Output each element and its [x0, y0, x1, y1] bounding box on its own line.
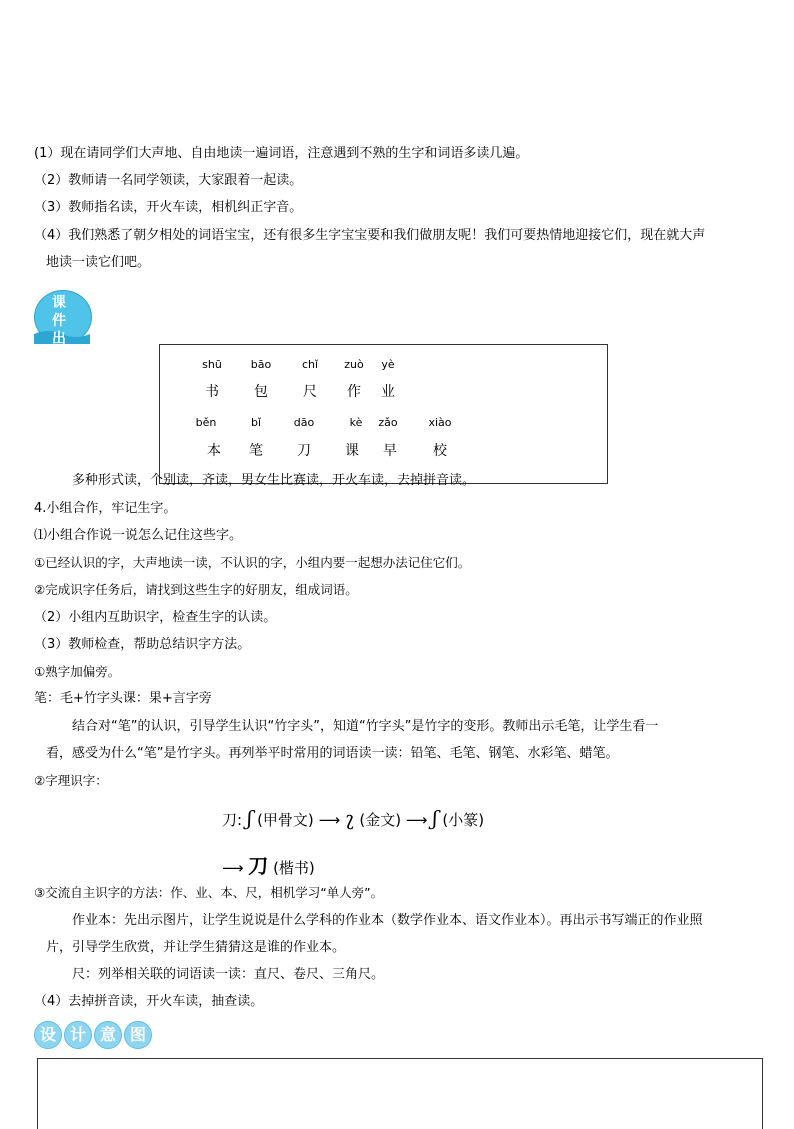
hanzi: 包 — [254, 384, 268, 400]
arrow-icon: ⟶ — [222, 859, 244, 877]
courseware-badge — [34, 290, 92, 365]
badge-text-bottom: 出示 — [52, 331, 74, 365]
evolution-char: 刀: — [222, 811, 243, 829]
hanzi: 校 — [433, 443, 447, 459]
hanzi: 课 — [345, 443, 359, 459]
step-4-text-b: 地读一读它们吧。 — [46, 255, 151, 270]
pinyin-box — [159, 344, 608, 484]
step-3-text: （3）教师指名读，开火车读，相机纠正字音。 — [34, 200, 303, 215]
pinyin: dāo — [293, 416, 315, 429]
step-1-text: (1）现在请同学们大声地、自由地读一遍词语，注意遇到不熟的生字和词语多读几遍。 — [34, 146, 529, 161]
section-4-3-text: （3）教师检查，帮助总结识字方法。 — [34, 637, 251, 652]
kaishu-glyph: 刀 — [248, 854, 269, 878]
kaishu-label: (楷书) — [273, 859, 315, 877]
method-1-text: ①熟字加偏旁。 — [34, 664, 121, 679]
section-4-2-text: （2）小组内互助识字，检查生字的认读。 — [34, 610, 277, 625]
seal-glyph: ʃ — [432, 806, 438, 830]
pinyin: zǎo — [378, 416, 398, 429]
pinyin: chǐ — [301, 358, 319, 371]
pinyin: yè — [381, 358, 395, 371]
method-3-text: ③交流自主识字的方法：作、业、本、尺，相机学习“单人旁”。 — [34, 885, 384, 900]
paragraph-2b: 片，引导学生欣赏，并让学生猜猜这是谁的作业本。 — [46, 940, 346, 955]
hanzi: 早 — [383, 443, 397, 459]
hanzi: 书 — [205, 384, 219, 400]
arrow-icon: ⟶ — [318, 811, 341, 829]
step-4-text-a: （4）我们熟悉了朝夕相处的词语宝宝，还有很多生字宝宝要和我们做朋友呢！我们可要热情地迎接它们，现在就大声 — [34, 228, 706, 243]
pinyin: xiào — [428, 416, 452, 429]
paragraph-2a: 作业本：先出示图片，让学生说说是什么学科的作业本（数学作业本、语文作业本）。再出示书写端正的作业照 — [72, 913, 703, 928]
paragraph-3: 尺：列举相关联的词语读一读：直尺、卷尺、三角尺。 — [72, 967, 385, 982]
method-2-text: ②字理识字： — [34, 773, 108, 788]
circle-2-text: ②完成识字任务后，请找到这些生字的好朋友，组成词语。 — [34, 582, 358, 597]
section-4-1-text: ⑴小组合作说一说怎么记住这些字。 — [34, 528, 243, 543]
reading-forms-text: 多种形式读，个别读，齐读，男女生比赛读，开火车读，去掉拼音读。 — [72, 473, 476, 488]
paragraph-1b: 看，感受为什么“笔”是竹字头。再列举平时常用的词语读一读：铅笔、毛笔、钢笔、水彩笔、蜡笔。 — [46, 746, 619, 761]
badge-text-top: 课件 — [52, 295, 74, 329]
pinyin: kè — [349, 416, 363, 429]
hanzi: 作 — [347, 384, 361, 400]
bronze-label: (金文) — [359, 811, 402, 829]
design-char: 设 — [34, 1021, 62, 1049]
character-evolution-row — [222, 806, 484, 830]
badge-text — [42, 294, 84, 366]
design-intent-box — [37, 1058, 763, 1129]
pinyin: běn — [195, 416, 217, 429]
hanzi: 尺 — [303, 384, 317, 400]
section-4-4-text: （4）去掉拼音读，开火车读，抽查读。 — [34, 994, 264, 1009]
hanzi: 业 — [381, 384, 395, 400]
paragraph-1a: 结合对“笔”的认识，引导学生认识“竹字头”，知道“竹字头”是竹字的变形。教师出示毛笔，让学生看一 — [72, 719, 659, 734]
pinyin: zuò — [344, 358, 364, 371]
pinyin: bǐ — [250, 416, 262, 429]
oracle-label: (甲骨文) — [257, 811, 314, 829]
pinyin: bāo — [250, 358, 272, 371]
design-char: 图 — [124, 1021, 152, 1049]
pinyin: shū — [202, 358, 222, 371]
hanzi: 笔 — [249, 443, 263, 459]
design-char: 计 — [64, 1021, 92, 1049]
bi-structure-text: 笔：毛+竹字头课：果+言字旁 — [34, 691, 212, 706]
arrow-icon: ⟶ — [405, 811, 428, 829]
circle-1-text: ①已经认识的字，大声地读一读，不认识的字，小组内要一起想办法记住它们。 — [34, 555, 471, 570]
hanzi: 刀 — [297, 443, 311, 459]
design-char: 意 — [94, 1021, 122, 1049]
hanzi: 本 — [207, 443, 221, 459]
oracle-glyph: ʃ — [246, 806, 253, 830]
character-evolution-row-2 — [222, 850, 315, 879]
seal-label: (小篆) — [442, 811, 485, 829]
design-intent-badge — [34, 1021, 152, 1051]
step-2-text: （2）教师请一名同学领读，大家跟着一起读。 — [34, 173, 303, 188]
section-4-heading: 4.小组合作，牢记生字。 — [34, 501, 177, 516]
bronze-glyph: ʅ — [344, 806, 355, 830]
